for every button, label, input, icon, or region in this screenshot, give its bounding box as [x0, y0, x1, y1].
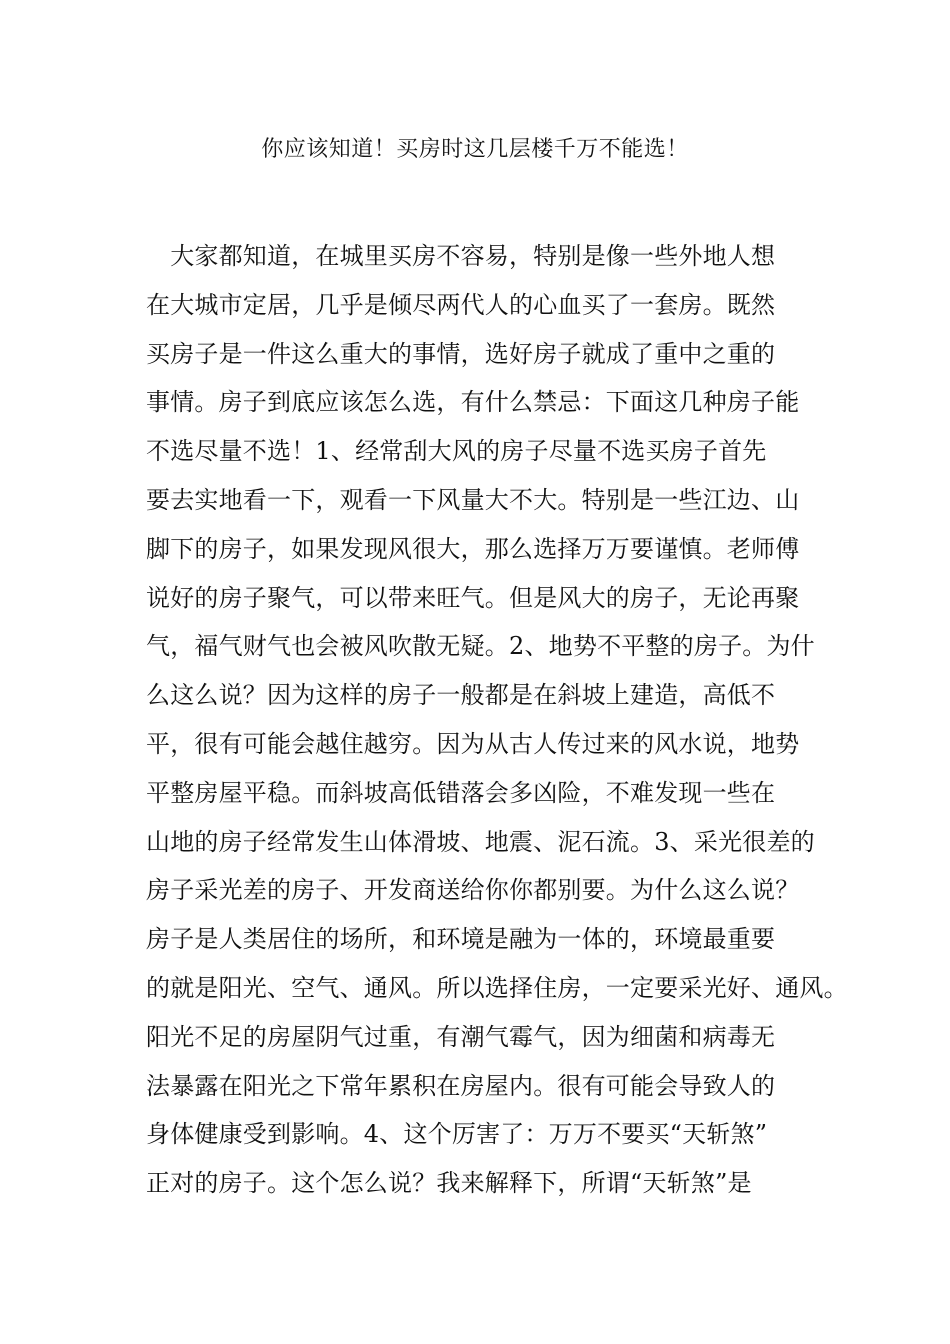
body-line: 脚下的房子，如果发现风很大，那么选择万万要谨慎。老师傅 — [146, 534, 800, 563]
body-line: 房子采光差的房子、开发商送给你你都别要。为什么这么说？ — [146, 876, 800, 905]
body-line: 说好的房子聚气，可以带来旺气。但是风大的房子，无论再聚 — [146, 583, 800, 612]
body-line: 平整房屋平稳。而斜坡高低错落会多凶险，不难发现一些在 — [146, 778, 776, 807]
body-line: 么这么说？因为这样的房子一般都是在斜坡上建造，高低不 — [146, 681, 776, 710]
body-line: 在大城市定居，几乎是倾尽两代人的心血买了一套房。既然 — [146, 290, 776, 319]
body-line: 法暴露在阳光之下常年累积在房屋内。很有可能会导致人的 — [146, 1071, 776, 1100]
body-line: 气，福气财气也会被风吹散无疑。2、地势不平整的房子。为什 — [146, 632, 815, 661]
body-line: 买房子是一件这么重大的事情，选好房子就成了重中之重的 — [146, 339, 776, 368]
document-body — [146, 232, 846, 1208]
body-line: 事情。房子到底应该怎么选，有什么禁忌：下面这几种房子能 — [146, 388, 800, 417]
document-title: 你应该知道！买房时这几层楼千万不能选！ — [261, 137, 689, 162]
body-line: 平，很有可能会越住越穷。因为从古人传过来的风水说，地势 — [146, 729, 800, 758]
body-line: 大家都知道，在城里买房不容易，特别是像一些外地人想 — [146, 242, 776, 270]
body-line: 要去实地看一下，观看一下风量大不大。特别是一些江边、山 — [146, 485, 800, 514]
body-line: 正对的房子。这个怎么说？我来解释下，所谓“天斩煞”是 — [146, 1169, 752, 1198]
body-line: 身体健康受到影响。4、这个厉害了：万万不要买“天斩煞” — [146, 1120, 768, 1149]
body-line: 山地的房子经常发生山体滑坡、地震、泥石流。3、采光很差的 — [146, 827, 815, 856]
body-line: 不选尽量不选！1、经常刮大风的房子尽量不选买房子首先 — [146, 437, 767, 466]
body-line: 的就是阳光、空气、通风。所以选择住房，一定要采光好、通风。 — [146, 973, 848, 1002]
body-line: 房子是人类居住的场所，和环境是融为一体的，环境最重要 — [146, 925, 776, 954]
body-line: 阳光不足的房屋阴气过重，有潮气霉气，因为细菌和病毒无 — [146, 1022, 776, 1051]
